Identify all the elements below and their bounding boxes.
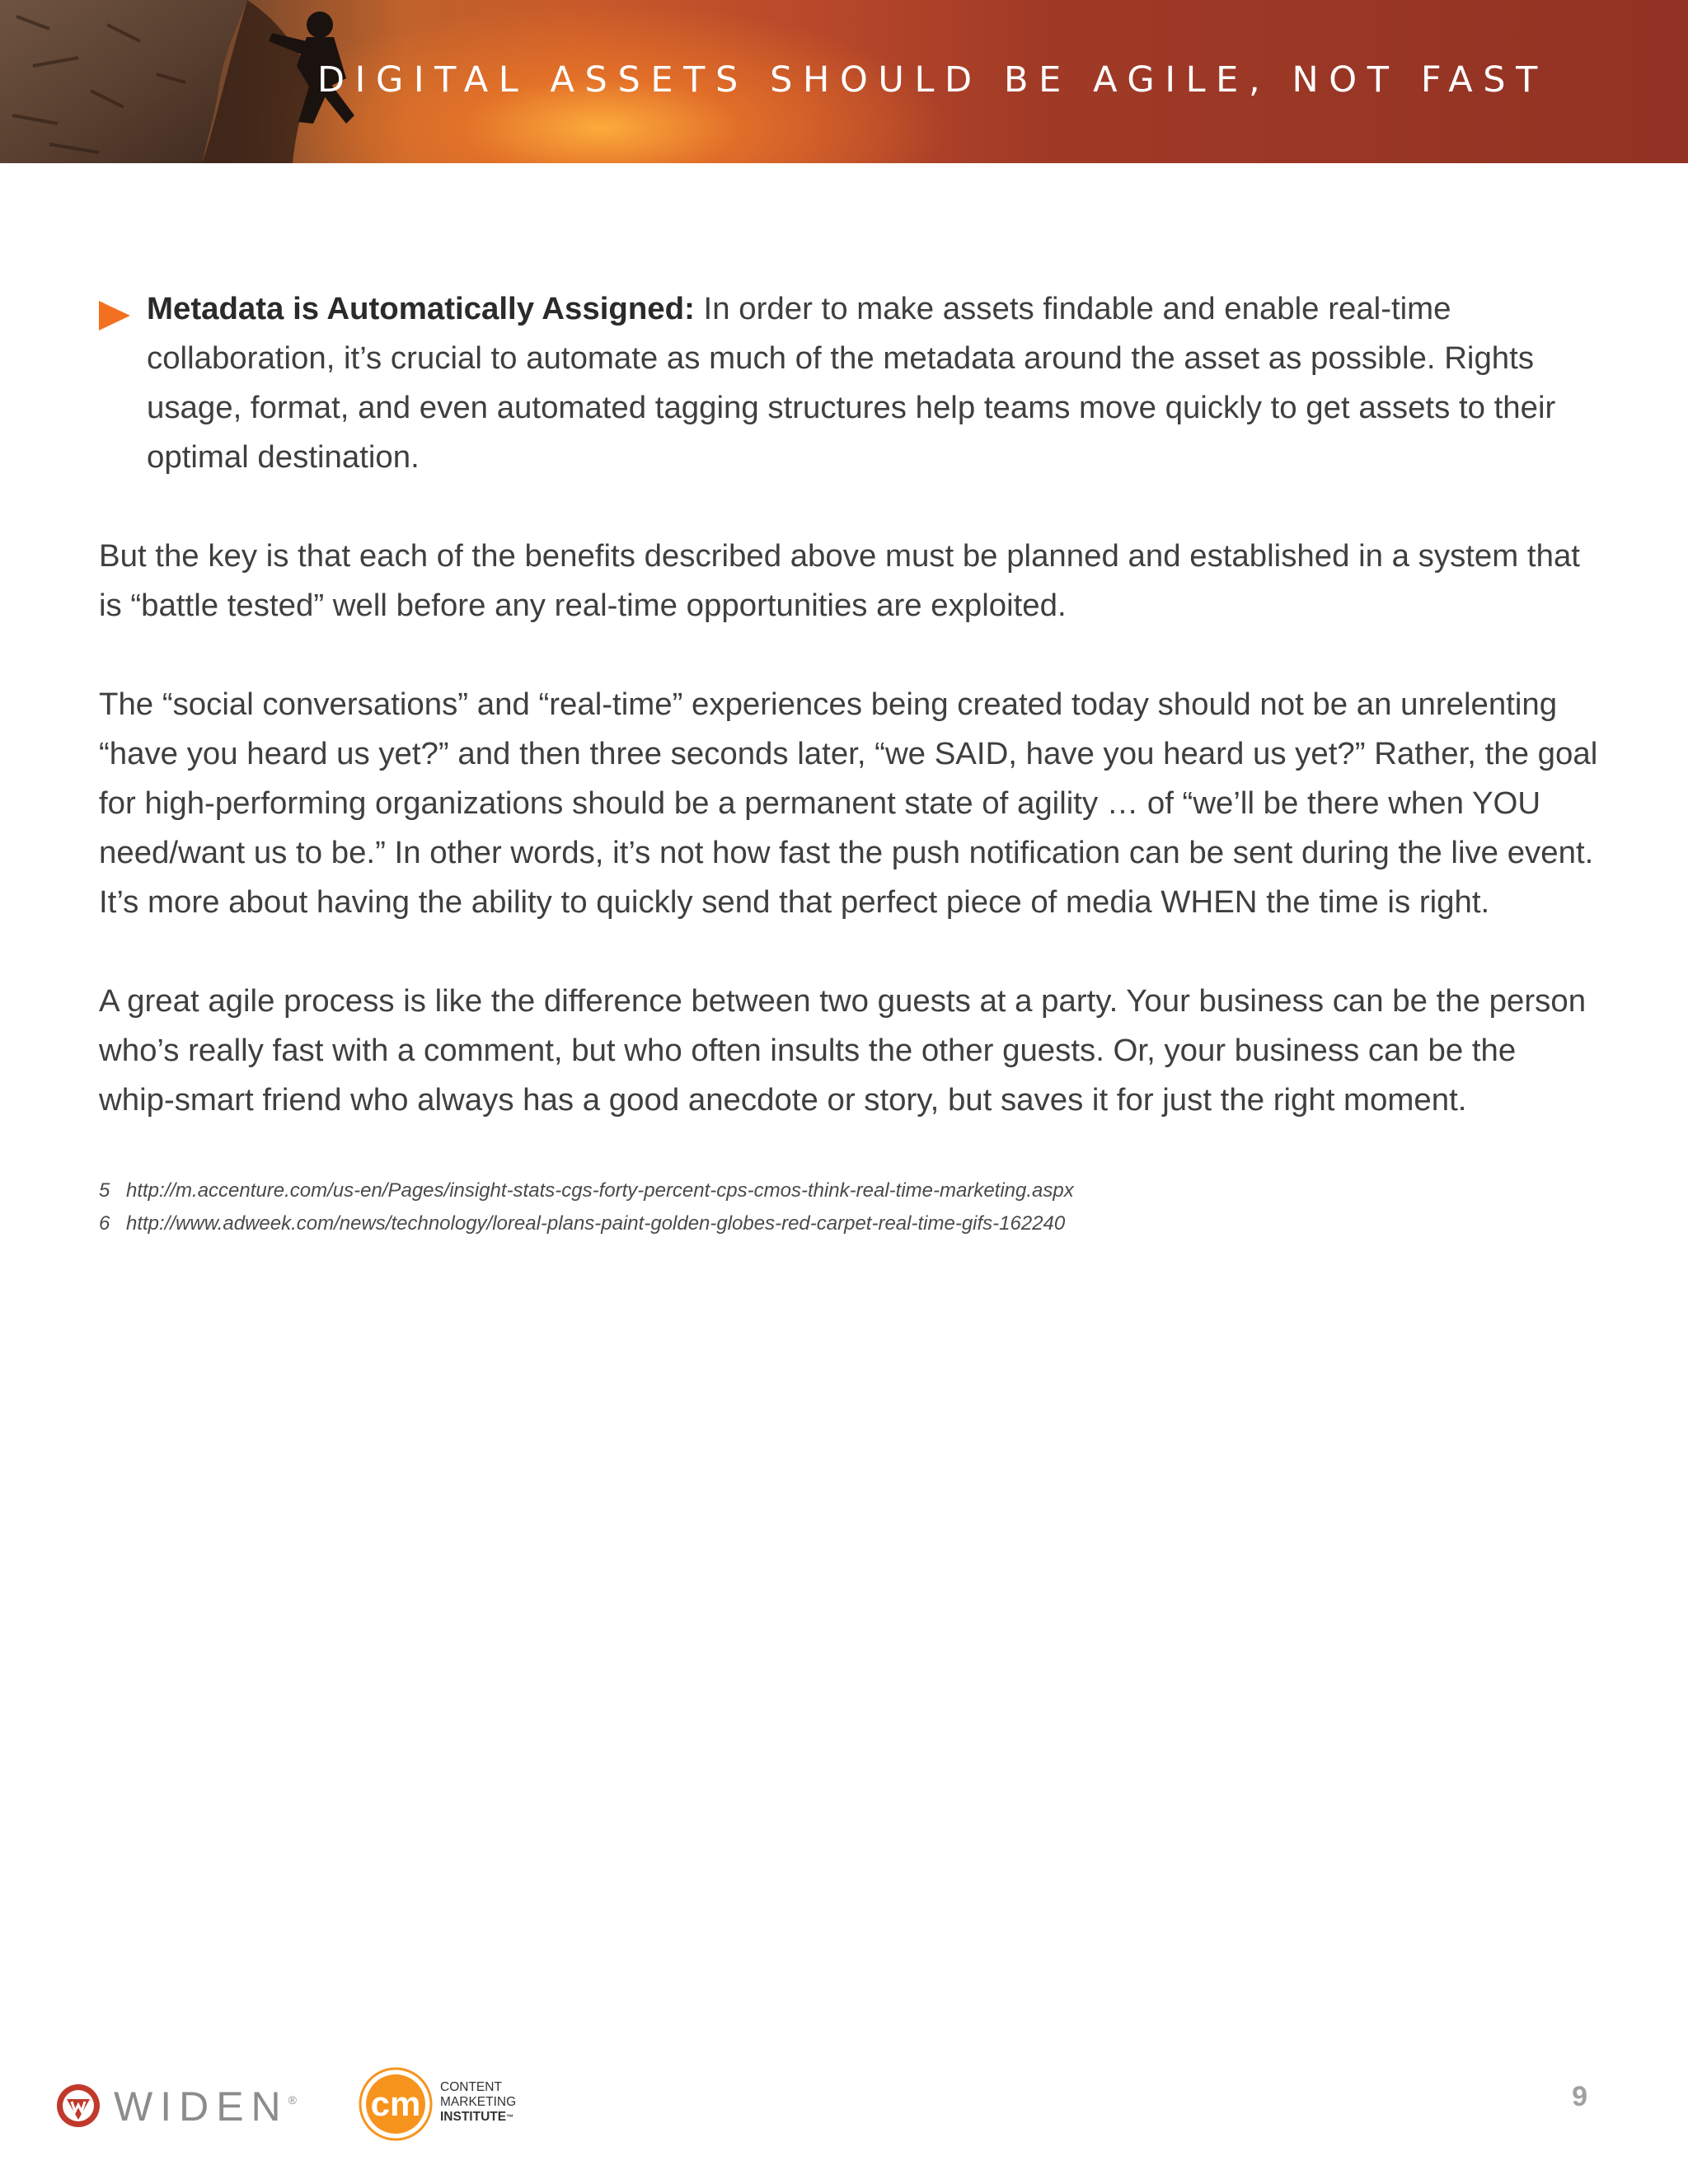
footnote-number: 5 [99, 1179, 110, 1202]
page-number: 9 [1572, 2081, 1587, 2112]
svg-text:cm: cm [370, 2084, 421, 2123]
footnote [99, 1207, 1599, 1240]
bullet-text: In order to make assets findable and enable real-time collaboration, it’s crucial to automate as much of the metadata around the asset as possible. Rights usage, format, and even automated tagging structures help teams move quickly to get assets to their optimal destination. [147, 291, 1556, 475]
paragraph: The “social conversations” and “real-time” experiences being created today should not be an unrelenting “have you heard us yet?” and then three seconds later, “we SAID, have you heard us yet?” Rather, the goal for high-performing organizations should be a permanent state of agility … of “we’ll be there when YOU need/want us to be.” In other words, it’s not how fast the push notification can be sent during the live event. It’s more about having the ability to quickly send that perfect piece of media WHEN the time is right. [99, 687, 1598, 920]
page-section-title: DIGITAL ASSETS SHOULD BE AGILE, NOT FAST [316, 59, 1548, 101]
bullet-lead: Metadata is Automatically Assigned: [147, 291, 695, 326]
footnotes [99, 1174, 1599, 1240]
paragraph: But the key is that each of the benefits described above must be planned and established in a system that is “battle tested” well before any real-time opportunities are exploited. [99, 538, 1580, 623]
widen-shield-logo-icon [56, 2083, 101, 2128]
bullet-item [99, 284, 1599, 482]
widen-logo [56, 2082, 303, 2131]
main-content [99, 284, 1599, 1240]
header-banner [0, 0, 1688, 163]
footnote-link[interactable]: http://m.accenture.com/us-en/Pages/insight-stats-cgs-forty-percent-cps-cmos-think-real-time-marketing.aspx [126, 1179, 1074, 1202]
footnote [99, 1174, 1599, 1207]
cmi-wordmark: CONTENT MARKETING INSTITUTE™ [440, 2080, 517, 2124]
orange-triangle-arrow-icon [99, 301, 130, 330]
widen-wordmark: WIDEN® [114, 2083, 297, 2130]
footnote-link[interactable]: http://www.adweek.com/news/technology/loreal-plans-paint-golden-globes-red-carpet-real-time-gifs-162240 [126, 1212, 1066, 1235]
cmi-logo [359, 2067, 540, 2143]
footnote-number: 6 [99, 1212, 110, 1235]
paragraph: A great agile process is like the difference between two guests at a party. Your business can be the person who’s really fast with a comment, but who often insults the other guests. Or, your business can be the whip-smart friend who always has a good anecdote or story, but saves it for just the right moment. [99, 983, 1587, 1118]
cmi-circle-logo-icon [359, 2067, 433, 2141]
